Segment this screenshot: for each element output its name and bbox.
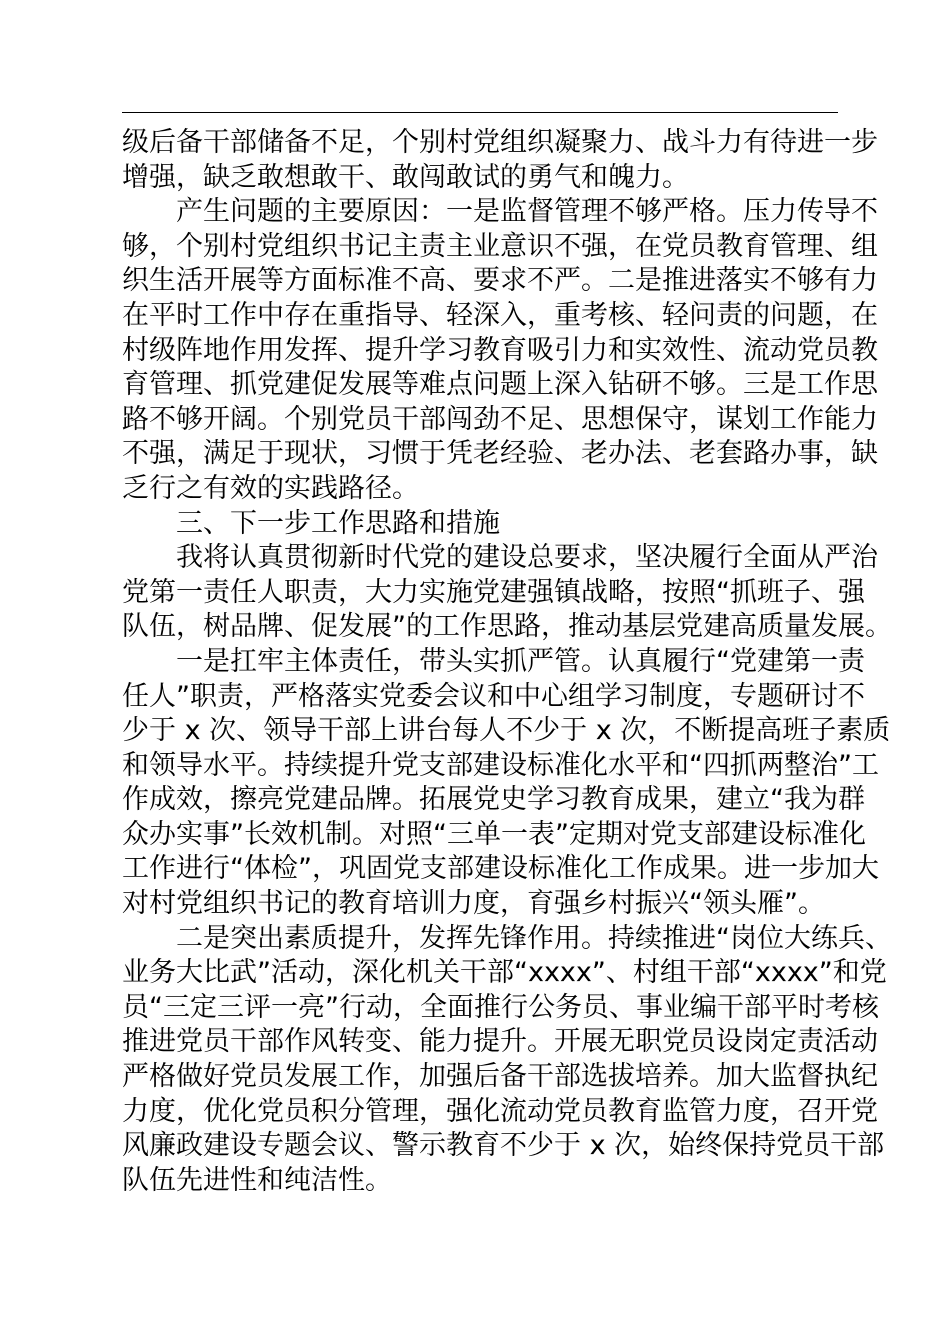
text-line: 业务大比武”活动，深化机关干部“xxxx”、村组干部“xxxx”和党 <box>122 957 887 989</box>
text-line: 二是突出素质提升，发挥先锋作用。持续推进“岗位大练兵、 <box>176 922 892 954</box>
text-line: 任人”职责，严格落实党委会议和中心组学习制度，专题研讨不 <box>122 680 865 712</box>
text-line: 在平时工作中存在重指导、轻深入，重考核、轻问责的问题，在 <box>122 299 878 331</box>
text-line: 我将认真贯彻新时代党的建设总要求，坚决履行全面从严治 <box>176 542 878 574</box>
text-line: 产生问题的主要原因：一是监督管理不够严格。压力传导不 <box>176 196 878 228</box>
text-line: 风廉政建设专题会议、警示教育不少于 x 次，始终保持党员干部 <box>122 1130 885 1162</box>
text-line: 对村党组织书记的教育培训力度，育强乡村振兴“领头雁”。 <box>122 888 825 920</box>
text-line: 员“三定三评一亮”行动，全面推行公务员、事业编干部平时考核 <box>122 991 879 1023</box>
text-line: 够，个别村党组织书记主责主业意识不强，在党员教育管理、组 <box>122 230 878 262</box>
text-line: 级后备干部储备不足，个别村党组织凝聚力、战斗力有待进一步 <box>122 127 878 158</box>
text-line: 增强，缺乏敢想敢干、敢闯敢试的勇气和魄力。 <box>122 161 689 193</box>
text-line: 工作进行“体检”，巩固党支部建设标准化工作成果。进一步加大 <box>122 853 879 885</box>
text-line: 队伍，树品牌、促发展”的工作思路，推动基层党建高质量发展。 <box>122 611 892 643</box>
text-line: 少于 x 次、领导干部上讲台每人不少于 x 次，不断提高班子素质 <box>122 715 891 747</box>
text-line: 三、下一步工作思路和措施 <box>176 507 500 539</box>
header-rule <box>122 112 838 113</box>
text-line: 路不够开阔。个别党员干部闯劲不足、思想保守，谋划工作能力 <box>122 403 878 435</box>
text-line: 队伍先进性和纯洁性。 <box>122 1164 392 1196</box>
document-body <box>122 126 892 1198</box>
text-line: 力度，优化党员积分管理，强化流动党员教育监管力度，召开党 <box>122 1095 878 1127</box>
text-line: 和领导水平。持续提升党支部建设标准化水平和“四抓两整治”工 <box>122 749 879 781</box>
text-line: 育管理、抓党建促发展等难点问题上深入钻研不够。三是工作思 <box>122 369 878 401</box>
text-line: 党第一责任人职责，大力实施党建强镇战略，按照“抓班子、强 <box>122 576 865 608</box>
text-line: 不强，满足于现状，习惯于凭老经验、老办法、老套路办事，缺 <box>122 438 878 470</box>
text-line: 作成效，擦亮党建品牌。拓展党史学习教育成果，建立“我为群 <box>122 784 865 816</box>
text-line: 村级阵地作用发挥、提升学习教育吸引力和实效性、流动党员教 <box>122 334 878 366</box>
text-line: 一是扛牢主体责任，带头实抓严管。认真履行“党建第一责 <box>176 645 865 677</box>
text-line: 乏行之有效的实践路径。 <box>122 472 419 504</box>
text-line: 严格做好党员发展工作，加强后备干部选拔培养。加大监督执纪 <box>122 1061 878 1093</box>
text-line: 推进党员干部作风转变、能力提升。开展无职党员设岗定责活动 <box>122 1026 878 1058</box>
text-line: 织生活开展等方面标准不高、要求不严。二是推进落实不够有力 <box>122 265 878 297</box>
text-line: 众办实事”长效机制。对照“三单一表”定期对党支部建设标准化 <box>122 818 866 850</box>
